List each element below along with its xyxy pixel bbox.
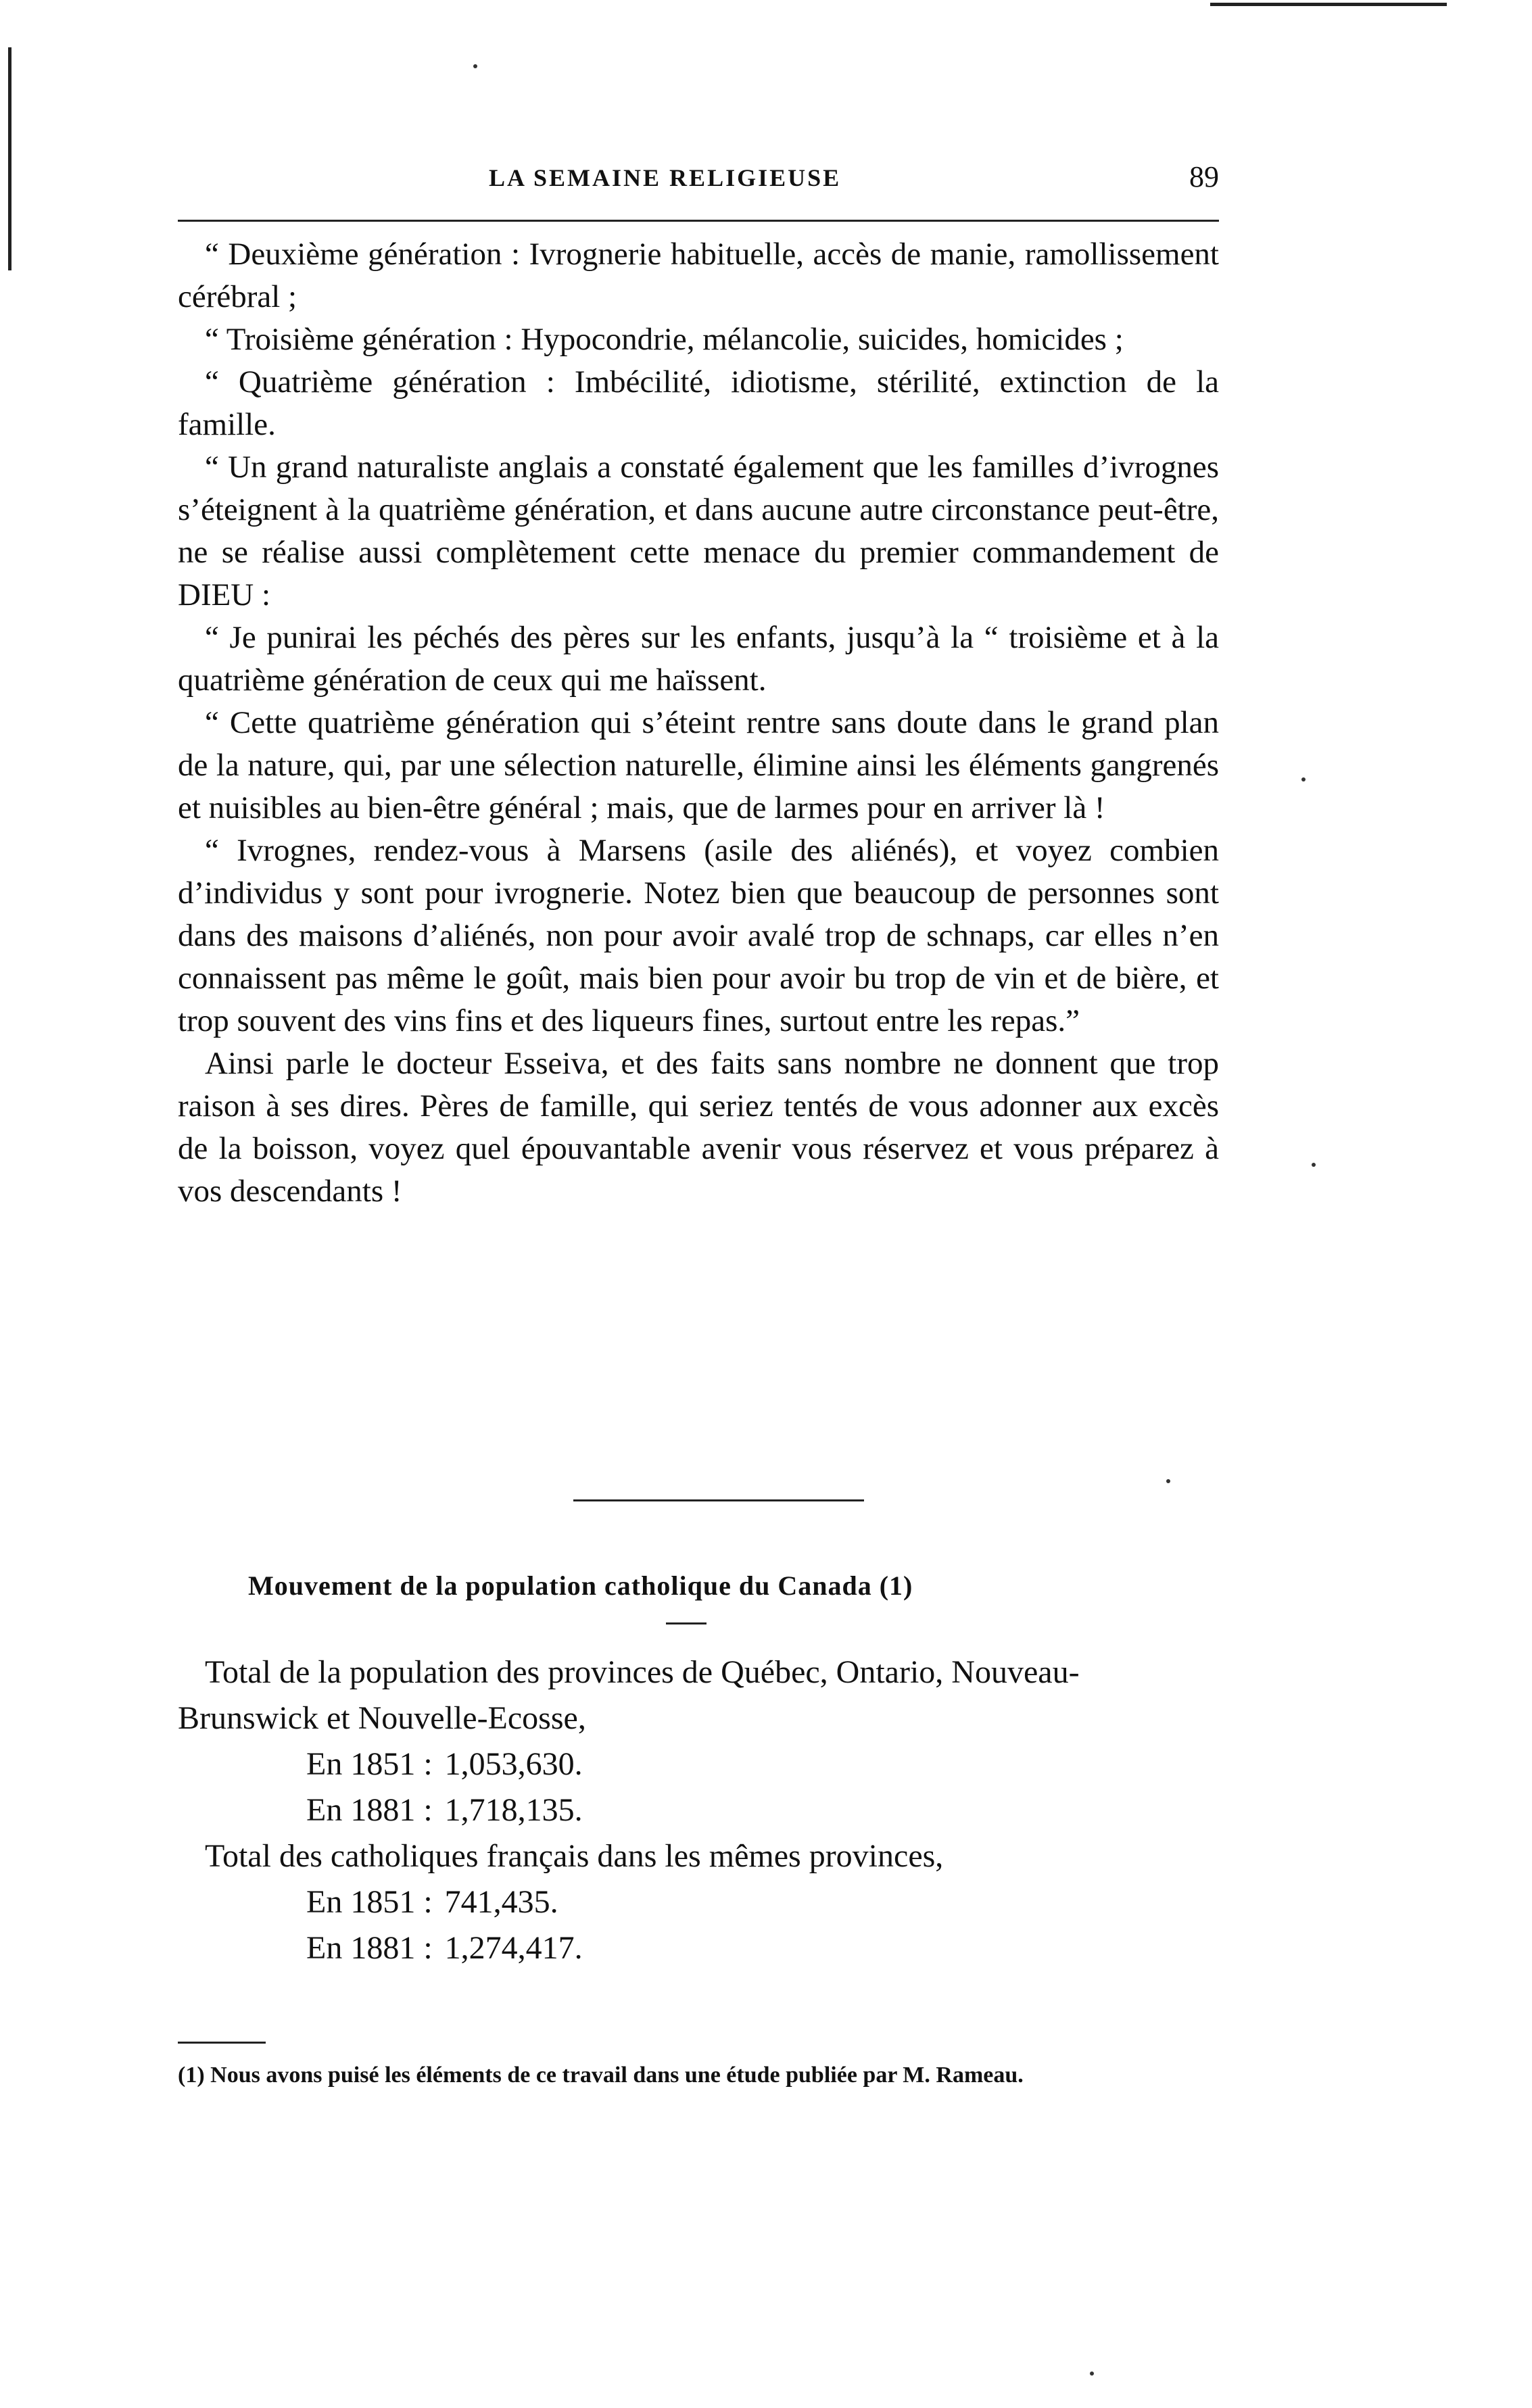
page-header bbox=[178, 157, 1219, 197]
stat-row bbox=[178, 1879, 1219, 1925]
top-edge-rule bbox=[1210, 3, 1447, 6]
header-rule bbox=[178, 220, 1219, 222]
footnote: (1) Nous avons puisé les éléments de ce travail dans une étude publiée par M. Rameau. bbox=[178, 2063, 1024, 2088]
stat-year-label: En 1881 : bbox=[306, 1930, 433, 1966]
paragraph-8: Ainsi parle le docteur Esseiva, et des faits sans nombre ne donnent que trop raison à ses dires. Pères de famille, qui seriez tentés de vous adonner aux excès de la boisson, voyez quel épouvantable avenir vous réservez et vous préparez à vos descendants ! bbox=[178, 1046, 1219, 1209]
article-body bbox=[178, 233, 1219, 1213]
left-margin-mark bbox=[8, 47, 11, 270]
stat-value: 741,435. bbox=[444, 1884, 558, 1920]
section-divider-rule bbox=[573, 1499, 864, 1501]
stat-year-label: En 1851 : bbox=[306, 1884, 433, 1920]
stat-value: 1,053,630. bbox=[444, 1746, 583, 1782]
speck bbox=[1166, 1479, 1170, 1483]
paragraph-4: “ Un grand naturaliste anglais a constaté également que les familles d’ivrognes s’éteignent à la quatrième génération, et dans aucune autre circonstance peut-être, ne se réalise aussi complètement cette menace du premier commandement de DIEU : bbox=[178, 450, 1219, 612]
stat-year-label: En 1881 : bbox=[306, 1792, 433, 1828]
stat-year-label: En 1851 : bbox=[306, 1746, 433, 1782]
paragraph-5: “ Je punirai les péchés des pères sur les enfants, jusqu’à la “ troisième et à la quatrième génération de ceux qui me haïssent. bbox=[178, 620, 1219, 698]
total-population-intro: Total de la population des provinces de Québec, Ontario, Nouveau-Brunswick et Nouvelle-Ecosse, bbox=[178, 1654, 1080, 1736]
population-statistics bbox=[178, 1650, 1219, 1971]
paragraph-3: “ Quatrième génération : Imbécilité, idiotisme, stérilité, extinction de la famille. bbox=[178, 364, 1219, 442]
running-title: LA SEMAINE RELIGIEUSE bbox=[489, 164, 842, 191]
speck bbox=[1312, 1163, 1316, 1167]
paragraph-6: “ Cette quatrième génération qui s’éteint rentre sans doute dans le grand plan de la nature, qui, par une sélection naturelle, élimine ainsi les éléments gangrenés et nuisibles au bien-être général ; mais, que de larmes pour en arriver là ! bbox=[178, 705, 1219, 825]
footnote-rule bbox=[178, 2042, 266, 2044]
paragraph-2: “ Troisième génération : Hypocondrie, mélancolie, suicides, homicides ; bbox=[205, 322, 1124, 357]
section-title-dash bbox=[666, 1622, 707, 1624]
page-number: 89 bbox=[1189, 160, 1219, 193]
speck bbox=[1090, 2371, 1094, 2376]
paragraph-1: “ Deuxième génération : Ivrognerie habituelle, accès de manie, ramollissement cérébral ; bbox=[178, 237, 1219, 314]
stat-row bbox=[178, 1741, 1219, 1787]
paragraph-7: “ Ivrognes, rendez-vous à Marsens (asile des aliénés), et voyez combien d’individus y sont pour ivrognerie. Notez bien que beaucoup de personnes sont dans des maisons d’aliénés, non pour avoir avalé trop de schnaps, car elles n’en connaissent pas même le goût, mais bien pour avoir bu trop de vin et de bière, et trop souvent des vins fins et des liqueurs fines, surtout entre les repas.” bbox=[178, 833, 1219, 1038]
section-title: Mouvement de la population catholique du Canada (1) bbox=[248, 1570, 913, 1601]
speck bbox=[1301, 777, 1306, 781]
stat-value: 1,718,135. bbox=[444, 1792, 583, 1828]
stat-value: 1,274,417. bbox=[444, 1930, 583, 1966]
stat-row bbox=[178, 1787, 1219, 1833]
stat-row bbox=[178, 1925, 1219, 1971]
speck bbox=[473, 64, 477, 68]
catholic-population-intro: Total des catholiques français dans les mêmes provinces, bbox=[205, 1838, 944, 1874]
